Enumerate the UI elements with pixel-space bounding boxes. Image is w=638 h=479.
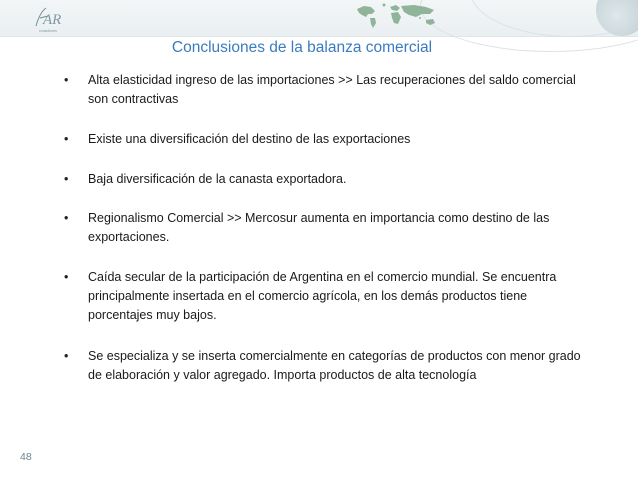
slide-title: Conclusiones de la balanza comercial — [171, 39, 433, 56]
bullet-text: Existe una diversificación del destino de las exportaciones — [88, 132, 411, 146]
header-band — [0, 0, 638, 37]
bullet-text: Baja diversificación de la canasta exportadora. — [88, 172, 347, 186]
bullet-marker: • — [64, 132, 69, 146]
bullet-marker: • — [64, 211, 69, 225]
bullet-text: Alta elasticidad ingreso de las importaciones >> Las recuperaciones del saldo comercial son contractivas — [88, 73, 576, 106]
world-map-icon — [354, 2, 446, 30]
bullet-marker: • — [64, 270, 69, 284]
bullet-marker: • — [64, 172, 69, 186]
bullet-marker: • — [64, 349, 69, 363]
logo-text: AR — [43, 12, 62, 28]
bullet-text: Regionalismo Comercial >> Mercosur aumenta en importancia como destino de las exportaciones. — [88, 211, 550, 244]
bullet-marker: • — [64, 73, 69, 87]
ar-consultores-logo — [30, 4, 70, 34]
logo-subtext: consultores — [39, 29, 57, 33]
bullet-text: Caída secular de la participación de Argentina en el comercio mundial. Se encuentra principalmente insertada en el comercio agrícola, en los demás productos tiene porcentajes muy bajos. — [88, 270, 557, 322]
bullet-text: Se especializa y se inserta comercialmente en categorías de productos con menor grado de elaboración y valor agregado. Importa productos de alta tecnología — [88, 349, 581, 382]
slide-page-number: 48 — [20, 451, 32, 463]
